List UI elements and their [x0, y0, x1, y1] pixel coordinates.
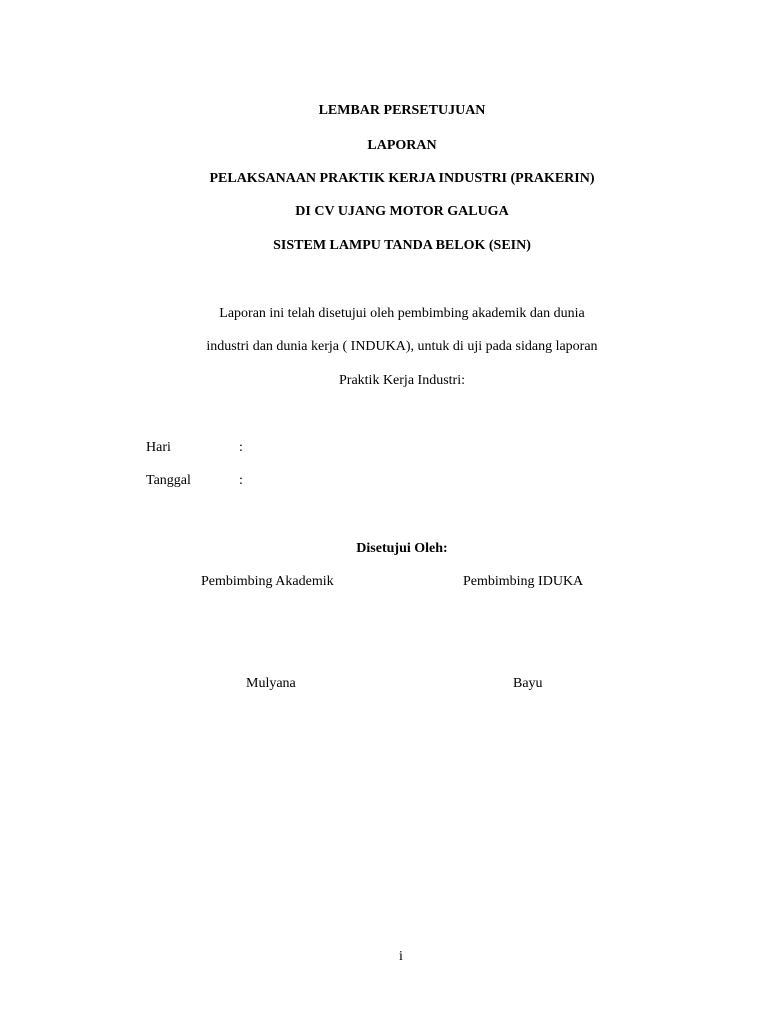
field-separator-tanggal: : — [239, 473, 243, 488]
title-line-4: DI CV UJANG MOTOR GALUGA — [295, 204, 509, 219]
statement-line-1: Laporan ini telah disetujui oleh pembimbing akademik dan dunia — [219, 306, 585, 321]
field-label-tanggal: Tanggal — [146, 473, 191, 488]
title-line-2: LAPORAN — [367, 138, 437, 153]
field-label-hari: Hari — [146, 440, 171, 455]
approver-left-name: Mulyana — [246, 676, 296, 691]
approver-right-role: Pembimbing IDUKA — [463, 574, 584, 589]
title-line-5: SISTEM LAMPU TANDA BELOK (SEIN) — [273, 238, 531, 253]
field-separator-hari: : — [239, 440, 243, 455]
approver-right-name: Bayu — [513, 676, 543, 691]
approval-heading: Disetujui Oleh: — [356, 541, 448, 556]
statement-line-2: industri dan dunia kerja ( INDUKA), untuk di uji pada sidang laporan — [206, 339, 598, 354]
title-line-3: PELAKSANAAN PRAKTIK KERJA INDUSTRI (PRAKERIN) — [209, 171, 595, 186]
page-number: i — [399, 949, 403, 964]
title-line-1: LEMBAR PERSETUJUAN — [318, 103, 486, 118]
approver-left-role: Pembimbing Akademik — [201, 574, 334, 589]
statement-line-3: Praktik Kerja Industri: — [339, 373, 465, 388]
